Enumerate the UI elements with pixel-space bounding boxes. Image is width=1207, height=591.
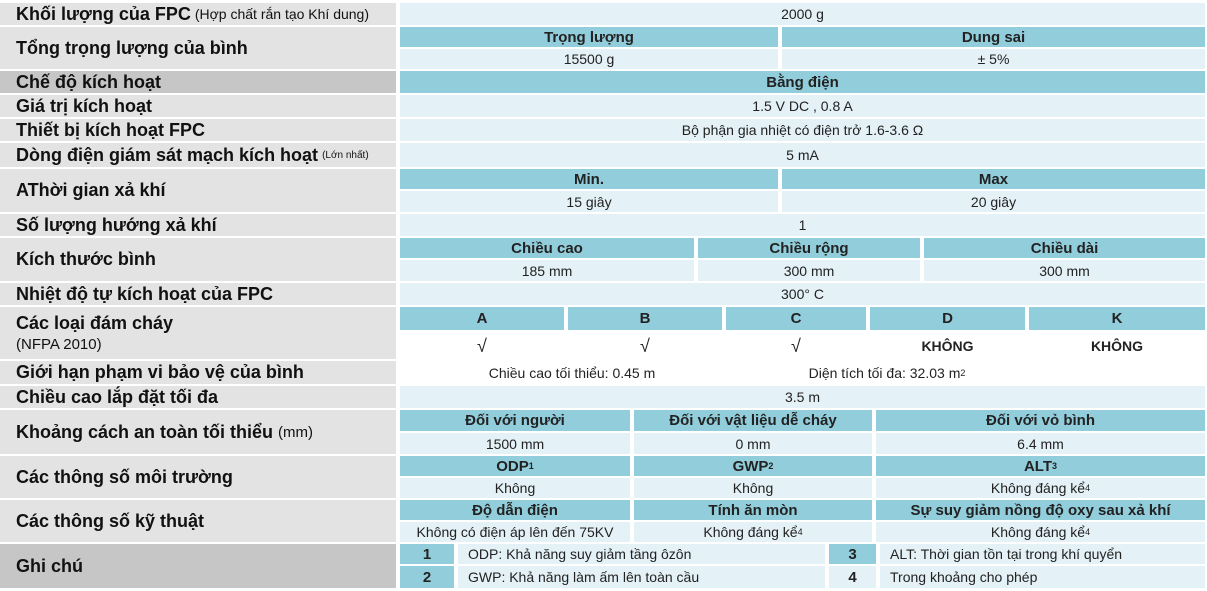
label-monitor-current [0, 143, 396, 167]
note-number: 3 [829, 544, 876, 564]
header-gwp [634, 456, 872, 476]
label-discharge-time: AThời gian xả khí [0, 169, 396, 212]
value-class-k: KHÔNG [1090, 338, 1144, 354]
value-activation-mode: Bằng điện [400, 71, 1205, 93]
header-class-d: D [870, 307, 1025, 330]
value-class-d: KHÔNG [921, 338, 974, 354]
label-max-install-height: Chiều cao lắp đặt tối đa [0, 386, 396, 408]
value-corrosion [634, 522, 872, 542]
value-class-b: √ [640, 335, 650, 356]
value-for-casing: 6.4 mm [876, 433, 1205, 454]
header-for-people: Đối với người [400, 410, 630, 431]
value-max: 20 giây [782, 191, 1205, 212]
value-length: 300 mm [924, 260, 1205, 281]
header-class-k: K [1029, 307, 1205, 330]
label-activation-mode: Chế độ kích hoạt [0, 71, 396, 93]
header-width: Chiều rộng [698, 238, 920, 258]
value-gwp: Không [634, 478, 872, 498]
header-for-casing: Đối với vỏ bình [876, 410, 1205, 431]
value-min-height: Chiều cao tối thiểu: 0.45 m [488, 364, 656, 381]
value-tolerance: ± 5% [782, 49, 1205, 69]
label-protection-limit: Giới hạn phạm vi bảo vệ của bình [0, 361, 396, 384]
value-conductivity: Không có điện áp lên đến 75KV [400, 522, 630, 542]
header-min: Min. [400, 169, 778, 189]
superscript: 2 [960, 367, 966, 378]
value-weight: 15500 g [400, 49, 778, 69]
value-for-flammables: 0 mm [634, 433, 872, 454]
header-corrosion: Tính ăn mòn [634, 500, 872, 520]
note-number: 1 [400, 544, 454, 564]
value-monitor-current: 5 mA [400, 143, 1205, 167]
value-odp: Không [400, 478, 630, 498]
header-oxygen-depletion: Sự suy giảm nồng độ oxy sau xả khí [876, 500, 1205, 520]
superscript: 4 [1085, 527, 1091, 537]
superscript: 2 [768, 461, 774, 471]
value-activation-value: 1.5 V DC , 0.8 A [400, 95, 1205, 117]
header-weight: Trọng lượng [400, 27, 778, 47]
header-length: Chiều dài [924, 238, 1205, 258]
value-self-activation-temp: 300° C [400, 283, 1205, 305]
value-discharge-directions: 1 [400, 214, 1205, 236]
value-max-area [748, 361, 1026, 384]
header-class-c: C [726, 307, 866, 330]
label-total-weight: Tổng trọng lượng của bình [0, 27, 396, 69]
label-activation-device: Thiết bị kích hoạt FPC [0, 119, 396, 141]
superscript: 3 [1052, 461, 1058, 471]
header-for-flammables: Đối với vật liệu dễ cháy [634, 410, 872, 431]
value-for-people: 1500 mm [400, 433, 630, 454]
value-corrosion-text: Không đáng kể [703, 524, 798, 540]
note-number: 2 [400, 566, 454, 588]
value-max-install-height: 3.5 m [400, 386, 1205, 408]
value-max-area-text: Diện tích tối đa: 32.03 m [808, 364, 961, 381]
note-text: ODP: Khả năng suy giảm tầng ôzôn [458, 544, 825, 564]
value-alt-text: Không đáng kể [990, 480, 1086, 496]
label-text: Dòng điện giám sát mạch kích hoạt [16, 144, 319, 165]
label-activation-value: Giá trị kích hoạt [0, 95, 396, 117]
label-unit: (mm) [278, 423, 313, 441]
label-fpc-mass [0, 3, 396, 25]
value-class-c: √ [791, 335, 801, 356]
header-conductivity: Độ dẫn điện [400, 500, 630, 520]
label-dimensions: Kích thước bình [0, 238, 396, 281]
header-tolerance: Dung sai [782, 27, 1205, 47]
value-oxygen-depletion-text: Không đáng kể [990, 524, 1086, 540]
label-text: Các loại đám cháy [16, 313, 174, 333]
label-subtext: (Hợp chất rắn tạo Khí dung) [194, 6, 370, 22]
label-environment: Các thông số môi trường [0, 456, 396, 498]
label-self-activation-temp: Nhiệt độ tự kích hoạt của FPC [0, 283, 396, 305]
header-odp [400, 456, 630, 476]
value-class-a: √ [477, 335, 487, 356]
label-fire-classes [0, 307, 396, 359]
note-text: ALT: Thời gian tồn tại trong khí quyển [880, 544, 1205, 564]
label-text: Khoảng cách an toàn tối thiểu [16, 421, 274, 442]
header-gwp-text: GWP [732, 457, 769, 475]
header-alt [876, 456, 1205, 476]
value-min: 15 giây [400, 191, 778, 212]
header-alt-text: ALT [1023, 457, 1053, 475]
value-oxygen-depletion [876, 522, 1205, 542]
value-activation-device: Bộ phận gia nhiệt có điện trở 1.6-3.6 Ω [400, 119, 1205, 141]
value-alt [876, 478, 1205, 498]
note-text: Trong khoảng cho phép [880, 566, 1205, 588]
header-max: Max [782, 169, 1205, 189]
header-class-b: B [568, 307, 722, 330]
value-fpc-mass: 2000 g [400, 3, 1205, 25]
label-subtext: (NFPA 2010) [16, 336, 102, 353]
label-technical: Các thông số kỹ thuật [0, 500, 396, 542]
label-notes: Ghi chú [0, 544, 396, 588]
label-text: Khối lượng của FPC [16, 3, 191, 24]
value-width: 300 mm [698, 260, 920, 281]
label-subtext: (Lớn nhất) [322, 149, 369, 161]
label-discharge-directions: Số lượng hướng xả khí [0, 214, 396, 236]
value-height: 185 mm [400, 260, 694, 281]
superscript: 4 [1085, 483, 1091, 493]
note-text: GWP: Khả năng làm ấm lên toàn cầu [458, 566, 825, 588]
label-safe-distance [0, 410, 396, 454]
header-class-a: A [400, 307, 564, 330]
header-height: Chiều cao [400, 238, 694, 258]
superscript: 4 [797, 527, 803, 537]
header-odp-text: ODP [496, 457, 529, 475]
superscript: 1 [528, 461, 534, 471]
note-number: 4 [829, 566, 876, 588]
